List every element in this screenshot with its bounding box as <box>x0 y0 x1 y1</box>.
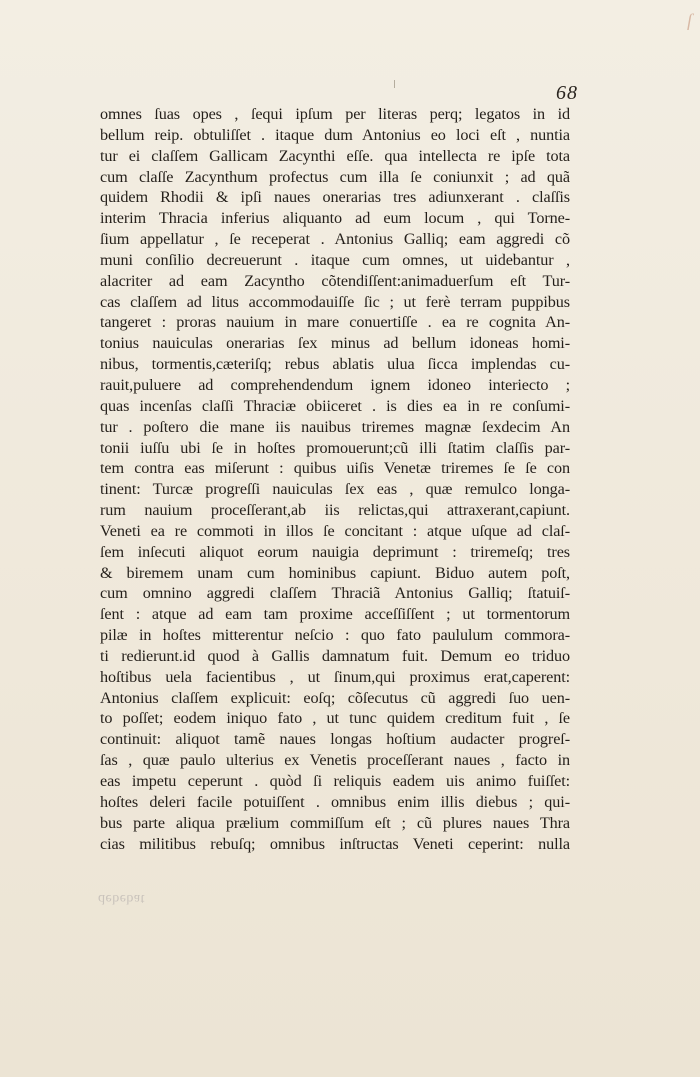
text-line: nibus, tormentis,cæteriſq; rebus ablatis ulua ſicca implendas cu- <box>100 355 570 374</box>
text-line: tur ei claſſem Gallicam Zacynthi eſſe. qua intellecta re ipſe tota <box>100 146 570 165</box>
text-line: cias militibus rebuſq; omnibus inſtructas Veneti ceperint: nulla <box>100 834 570 853</box>
text-line: hoſtibus uela facientibus , ut ſinum,qui proximus erat,caperent: <box>100 667 570 686</box>
text-line: cum omnino aggredi claſſem Thraciã Antonius Galliq; ſtatuiſ- <box>100 584 570 603</box>
text-line: tem contra eas miſerunt : quibus uiſis Venetæ triremes ſe ſe con <box>100 459 570 478</box>
body-text <box>100 104 570 854</box>
text-line: tur . poſtero die mane iis nauibus triremes magnæ ſexdecim An <box>100 417 570 436</box>
text-line: & biremem unam cum hominibus capiunt. Biduo autem poſt, <box>100 563 570 582</box>
text-line: bus parte aliqua prælium commiſſum eſt ; cũ plures naues Thra <box>100 813 570 832</box>
text-line: quas incenſas claſſi Thraciæ obiiceret . is dies ea in re conſumi- <box>100 396 570 415</box>
text-line: ſent : atque ad eam tam proxime acceſſiſſent ; ut tormentorum <box>100 605 570 624</box>
text-line: tonius nauiculas onerarias ſex minus ad bellum idoneas homi- <box>100 334 570 353</box>
text-line: Veneti ea re commoti in illos ſe concitant : atque uſque ad claſ- <box>100 521 570 540</box>
text-line: cum claſſe Zacynthum profectus cum illa ſe coniunxit ; ad quã <box>100 167 570 186</box>
text-line: continuit: aliquot tamẽ naues longas hoſtium audacter progreſ- <box>100 730 570 749</box>
text-line: hoſtes deleri facile potuiſſent . omnibus enim illis diebus ; qui- <box>100 792 570 811</box>
text-line: bellum reip. obtuliſſet . itaque dum Antonius eo loci eſt , nuntia <box>100 125 570 144</box>
text-line: quidem Rhodii & ipſi naues onerarias tres adiunxerant . claſſis <box>100 188 570 207</box>
text-line: Antonius claſſem explicuit: eoſq; cõſecutus cũ aggredi ſuo uen- <box>100 688 570 707</box>
text-line: tonii iuſſu ubi ſe in hoſtes promouerunt;cũ illi ſtatim claſſis par- <box>100 438 570 457</box>
text-line: tinent: Turcæ progreſſi nauiculas ſex eas , quæ remulco longa- <box>100 480 570 499</box>
text-line: omnes ſuas opes , ſequi ipſum per literas perq; legatos in id <box>100 105 570 123</box>
text-line: ſem inſecuti aliquot eorum nauigia deprimunt : triremeſq; tres <box>100 542 570 561</box>
page-number: 68 <box>556 82 578 104</box>
text-line: alacriter ad eam Zacyntho cõtendiſſent:animaduerſum eſt Tur- <box>100 271 570 290</box>
text-line: eas impetu ceperunt . quòd ſi reliquis eadem uis animo fuiſſet: <box>100 772 570 790</box>
tick-mark <box>394 80 395 88</box>
text-line: ſas , quæ paulo ulterius ex Venetis proceſſerant naues , facto in <box>100 751 570 770</box>
text-line: ti redierunt.id quod à Gallis damnatum fuit. Demum eo triduo <box>100 646 570 665</box>
text-line: pilæ in hoſtes mitterentur neſcio : quo fato paululum commora- <box>100 626 570 645</box>
text-line: tangeret : proras nauium in mare conuertiſſe . ea re cognita An- <box>100 313 570 332</box>
text-line: muni conſilio decreuerunt . itaque cum omnes, ut uidebantur , <box>100 250 570 269</box>
text-line: to poſſet; eodem iniquo fato , ut tunc quidem creditum fuit , ſe <box>100 709 570 728</box>
bleed-through-text: debebat <box>98 891 146 906</box>
edge-mark: ſ <box>686 10 692 30</box>
text-line: rum nauium proceſſerant,ab iis relictas,qui attraxerant,capiunt. <box>100 501 570 520</box>
text-line: ſium appellatur , ſe receperat . Antonius Galliq; eam aggredi cõ <box>100 230 570 249</box>
text-line: rauit,puluere ad comprehendendum ignem idoneo interiecto ; <box>100 375 570 394</box>
text-line: cas claſſem ad litus accommodauiſſe ſic ; ut ferè terram puppibus <box>100 292 570 311</box>
text-line: interim Thracia inferius aliquanto ad eum locum , qui Torne- <box>100 209 570 228</box>
